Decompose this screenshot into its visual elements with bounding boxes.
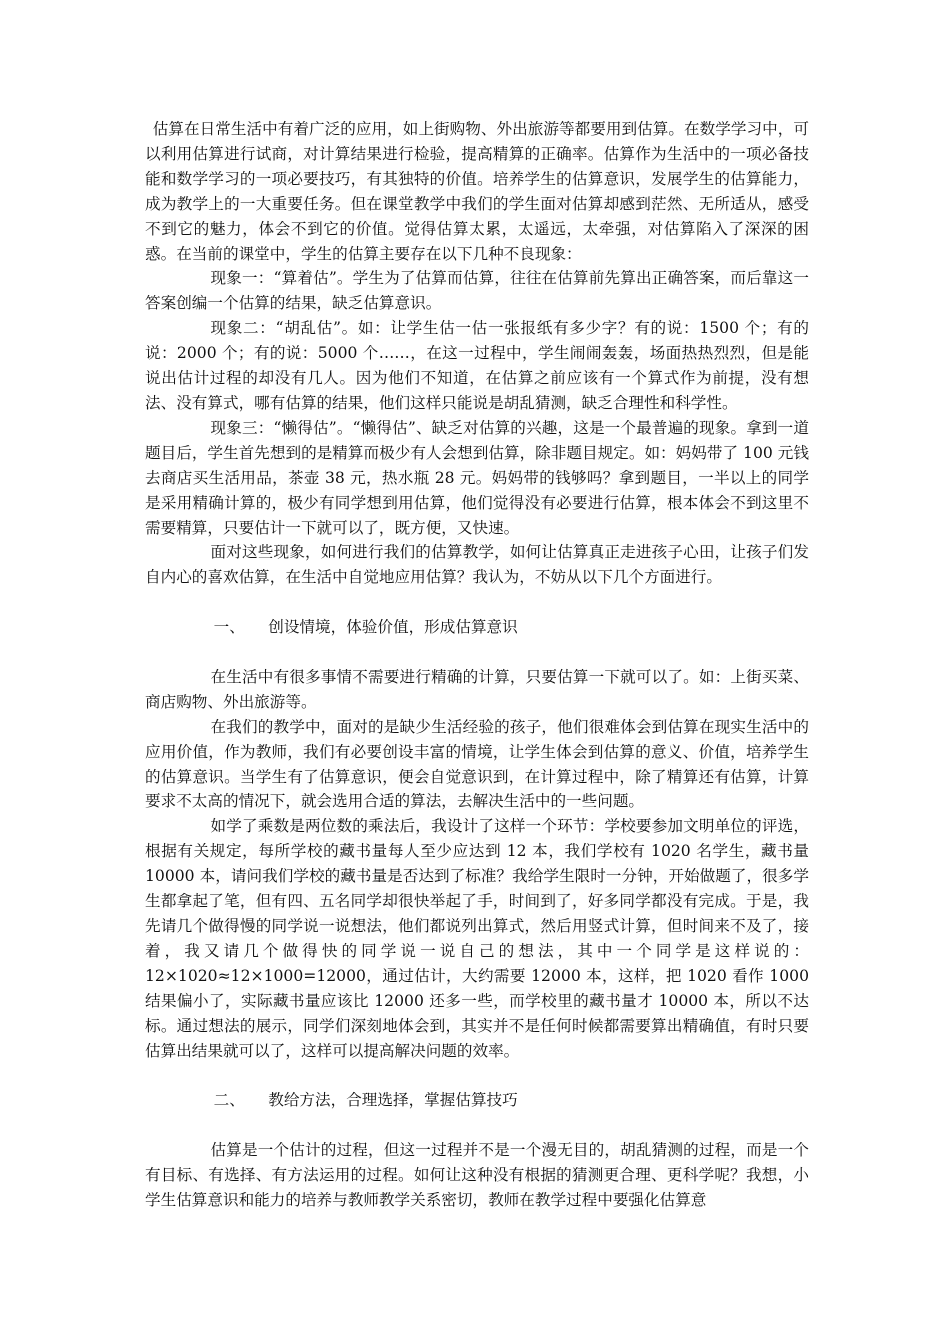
spacer [145,1113,809,1138]
phenomenon-three-paragraph: 现象三：“懒得估”。“懒得估”、缺乏对估算的兴趣，这是一个最普遍的现象。拿到一道题目后，学生首先想到的是精算而极少有人会想到估算，除非题目规定。如：妈妈带了 100 元钱去商店买生活用品，茶壶 38 元，热水瓶 28 元。妈妈带的钱够吗？拿到题目，一半以上的同学是采用精确计算的，极少有同学想到用估算，他们觉得没有必要进行估算，根本体会不到这里不需要精算，只要估计一下就可以了，既方便，又快速。 [145,418,809,537]
phenomenon-two-paragraph: 现象二：“胡乱估”。如：让学生估一估一张报纸有多少字？有的说：1500 个；有的说：2000 个；有的说：5000 个……，在这一过程中，学生闹闹轰轰，场面热热烈烈，但是能说出估计过程的却没有几人。因为他们不知道，在估算之前应该有一个算式作为前提，没有想法、没有算式，哪有估算的结果，他们这样只能说是胡乱猜测，缺乏合理性和科学性。 [145,319,809,412]
spacer [145,1063,809,1088]
document-body [145,117,809,1213]
section-heading-two [145,1088,809,1113]
section-one-paragraph-2: 在我们的教学中，面对的是缺少生活经验的孩子，他们很难体会到估算在现实生活中的应用价值，作为教师，我们有必要创设丰富的情境，让学生体会到估算的意义、价值，培养学生的估算意识。当学生有了估算意识，便会自觉意识到，在计算过程中，除了精算还有估算，计算要求不太高的情况下，就会选用合适的算法，去解决生活中的一些问题。 [145,717,809,811]
section-number-one: 一、 [213,618,245,637]
section-number-two: 二、 [213,1091,245,1110]
section-heading-one [145,615,809,640]
intro-paragraph: 估算在日常生活中有着广泛的应用，如上街购物、外出旅游等都要用到估算。在数学学习中，可以利用估算进行试商，对计算结果进行检验，提高精算的正确率。估算作为生活中的一项必备技能和数学学习的一项必要技巧，有其独特的价值。培养学生的估算意识，发展学生的估算能力，成为教学上的一大重要任务。但在课堂教学中我们的学生面对估算却感到茫然、无所适从，感受不到它的魅力，体会不到它的价值。觉得估算太累，太遥远，太牵强，对估算陷入了深深的困惑。在当前的课堂中，学生的估算主要存在以下几种不良现象： [145,120,809,263]
section-one-paragraph-1: 在生活中有很多事情不需要进行精确的计算，只要估算一下就可以了。如：上街买菜、商店购物、外出旅游等。 [145,667,809,711]
transition-paragraph: 面对这些现象，如何进行我们的估算教学，如何让估算真正走进孩子心田，让孩子们发自内心的喜欢估算，在生活中自觉地应用估算？我认为，不妨从以下几个方面进行。 [145,543,809,587]
spacer [145,640,809,665]
spacer [145,590,809,615]
section-title-two: 教给方法，合理选择，掌握估算技巧 [268,1091,518,1110]
phenomenon-one-paragraph: 现象一：“算着估”。学生为了估算而估算，往往在估算前先算出正确答案，而后靠这一答案创编一个估算的结果，缺乏估算意识。 [145,269,809,313]
section-two-paragraph-1: 估算是一个估计的过程，但这一过程并不是一个漫无目的，胡乱猜测的过程，而是一个有目标、有选择、有方法运用的过程。如何让这种没有根据的猜测更合理、更科学呢？我想，小学生估算意识和能力的培养与教师教学关系密切，教师在教学过程中要强化估算意 [145,1141,809,1209]
section-one-paragraph-3: 如学了乘数是两位数的乘法后，我设计了这样一个环节：学校要参加文明单位的评选，根据有关规定，每所学校的藏书量每人至少应达到 12 本，我们学校有 1020 名学生，藏书量 10000 本，请问我们学校的藏书量是否达到了标准？我给学生限时一分钟，开始做题了，很多学生都拿起了笔，但有四、五名同学却很快举起了手，时间到了，好多同学都没有完成。于是，我先请几个做得慢的同学说一说想法，他们都说列出算式，然后用竖式计算，但时间来不及了，接着，我又请几个做得快的同学说一说自己的想法，其中一个同学是这样说的：12×1020≈12×1000=12000，通过估计，大约需要 12000 本，这样，把 1020 看作 1000 结果偏小了，实际藏书量应该比 12000 还多一些，而学校里的藏书量才 10000 本，所以不达标。通过想法的展示，同学们深刻地体会到，其实并不是任何时候都需要算出精确值，有时只要估算出结果就可以了，这样可以提高解决问题的效率。 [145,817,809,1060]
section-title-one: 创设情境，体验价值，形成估算意识 [268,618,518,637]
